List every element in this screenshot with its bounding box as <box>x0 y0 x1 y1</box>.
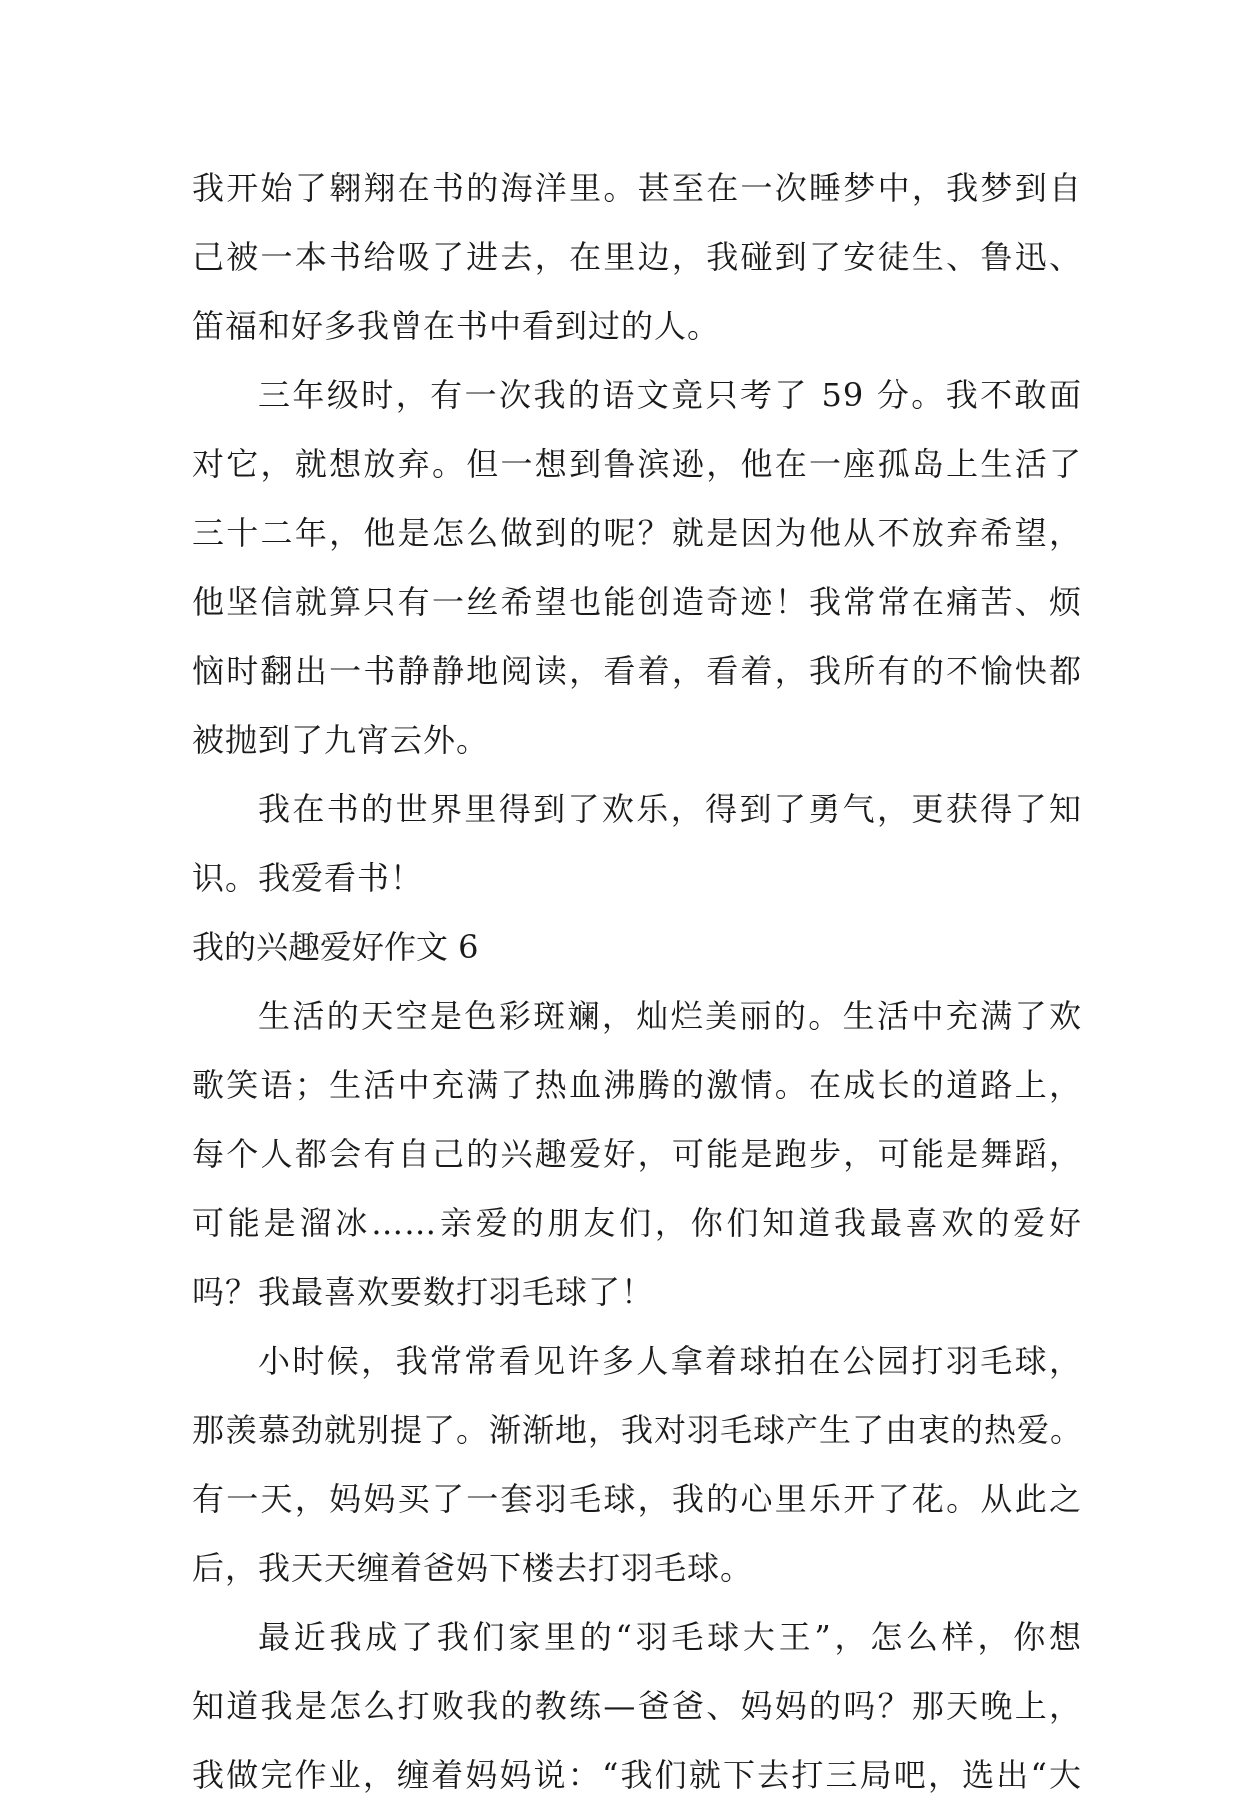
text-line: 我开始了翱翔在书的海洋里。甚至在一次睡梦中，我梦到自 <box>192 169 1082 207</box>
text-line: 己被一本书给吸了进去，在里边，我碰到了安徒生、鲁迅、 <box>192 238 1082 276</box>
text-line: 生活的天空是色彩斑斓，灿烂美丽的。生活中充满了欢 <box>258 997 1082 1035</box>
text-line: 小时候，我常常看见许多人拿着球拍在公园打羽毛球， <box>258 1342 1082 1380</box>
text-line: 我在书的世界里得到了欢乐，得到了勇气，更获得了知 <box>258 790 1082 828</box>
text-line: 可能是溜冰……亲爱的朋友们，你们知道我最喜欢的爱好 <box>192 1204 1082 1242</box>
text-line: 被抛到了九宵云外。 <box>192 721 490 759</box>
text-line: 最近我成了我们家里的“羽毛球大王”，怎么样，你想 <box>258 1618 1082 1656</box>
document-body <box>192 154 1082 1810</box>
text-line: 恼时翻出一书静静地阅读，看着，看着，我所有的不愉快都 <box>192 652 1082 690</box>
text-line: 那羡慕劲就别提了。渐渐地，我对羽毛球产生了由衷的热爱。 <box>192 1411 1084 1449</box>
text-line: 吗？我最喜欢要数打羽毛球了！ <box>192 1273 655 1311</box>
text-line: 后，我天天缠着爸妈下楼去打羽毛球。 <box>192 1549 754 1587</box>
text-line: 每个人都会有自己的兴趣爱好，可能是跑步，可能是舞蹈， <box>192 1135 1082 1173</box>
section-heading: 我的兴趣爱好作文 6 <box>192 928 479 966</box>
text-line: 三年级时，有一次我的语文竟只考了 59 分。我不敢面 <box>258 376 1082 414</box>
text-line: 歌笑语；生活中充满了热血沸腾的激情。在成长的道路上， <box>192 1066 1082 1104</box>
text-line: 三十二年，他是怎么做到的呢？就是因为他从不放弃希望， <box>192 514 1082 552</box>
text-line: 对它，就想放弃。但一想到鲁滨逊，他在一座孤岛上生活了 <box>192 445 1082 483</box>
text-line: 有一天，妈妈买了一套羽毛球，我的心里乐开了花。从此之 <box>192 1480 1082 1518</box>
text-line: 识。我爱看书！ <box>192 859 424 897</box>
text-line: 知道我是怎么打败我的教练—爸爸、妈妈的吗？那天晚上， <box>192 1687 1082 1725</box>
text-line: 我做完作业，缠着妈妈说：“我们就下去打三局吧，选出“大 <box>192 1756 1082 1794</box>
text-line: 他坚信就算只有一丝希望也能创造奇迹！我常常在痛苦、烦 <box>192 583 1082 621</box>
text-line: 笛福和好多我曾在书中看到过的人。 <box>192 307 721 345</box>
